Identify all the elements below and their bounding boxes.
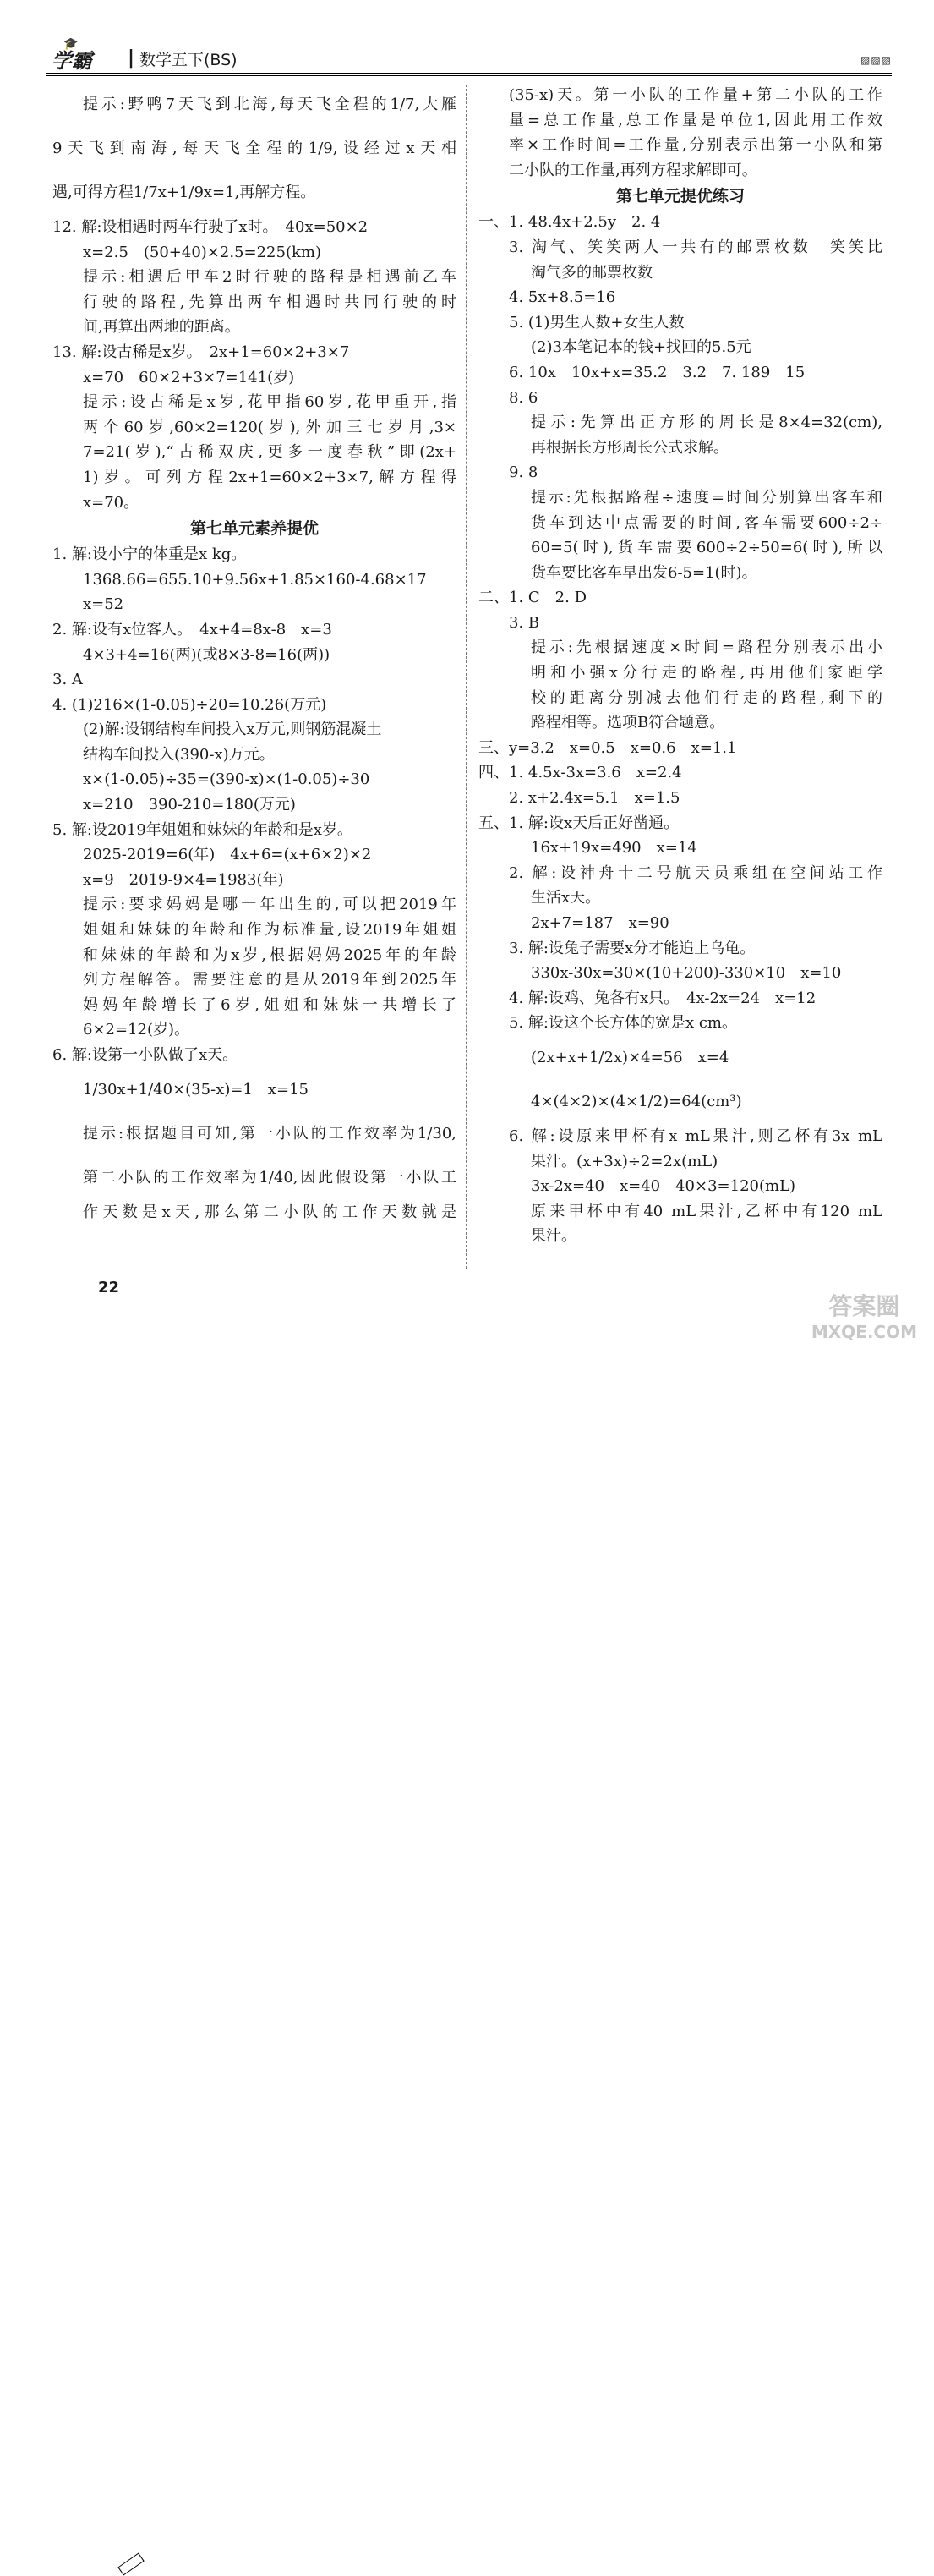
text-line: 9天飞到南海,每天飞全程的1/9,设经过x天相 (52, 140, 456, 157)
book-title: 数学五下(BS) (139, 51, 238, 69)
text-line: 4. (1)216×(1-0.05)÷20=10.26(万元) (52, 695, 327, 714)
text-line: 1368.66=655.10+9.56x+1.85×160-4.68×17 (83, 570, 427, 589)
section-heading: 第七单元提优练习 (615, 187, 745, 206)
text-line: 提示:相遇后甲车2时行驶的路程是相遇前乙车 (83, 268, 456, 287)
text-line: (2)解:设钢结构车间投入x万元,则钢筋混凝土 (83, 721, 382, 739)
text-line: 提示:先算出正方形的周长是8×4=32(cm), (531, 414, 882, 432)
text-line: 1. 解:设小宁的体重是x kg。 (52, 545, 247, 564)
text-line: 果汁。(x+3x)÷2=2x(mL) (531, 1152, 718, 1170)
text-line: x=2.5 (50+40)×2.5=225(km) (83, 243, 321, 261)
text-line: 遇,可得方程1/7x+1/9x=1,再解方程。 (52, 184, 316, 201)
page-header (46, 34, 892, 76)
text-line: 5. (1)男生人数+女生人数 (509, 313, 685, 332)
text-line: 率×工作时间=工作量,分别表示出第一小队和第 (509, 136, 882, 155)
text-line: 4×(4×2)×(4×1/2)=64(cm³) (531, 1092, 742, 1110)
text-line: 路程相等。选项B符合题意。 (531, 714, 725, 732)
text-line: 作天数是x天,那么第二小队的工作天数就是 (83, 1203, 456, 1221)
text-line: 3. 淘气、笑笑两人一共有的邮票枚数 笑笑比 (509, 238, 882, 256)
text-line: (2)3本笔记本的钱+找回的5.5元 (531, 338, 751, 357)
text-line: x=70 60×2+3×7=141(岁) (83, 368, 295, 386)
text-line: 12. 解:设相遇时两车行驶了x时。 40x=50×2 (52, 218, 369, 236)
text-line: 结构车间投入(390-x)万元。 (83, 745, 275, 764)
text-line: 2025-2019=6(年) 4x+6=(x+6×2)×2 (83, 846, 372, 864)
text-line: 4. 5x+8.5=16 (509, 288, 616, 307)
text-line: 3. B (509, 613, 540, 632)
text-line: 6×2=12(岁)。 (83, 1021, 190, 1039)
header-separator: | (128, 47, 135, 69)
column-divider (466, 85, 467, 1269)
text-line: x=70。 (83, 493, 139, 512)
text-line: 第二小队的工作效率为1/40,因此假设第一小队工 (83, 1168, 456, 1187)
text-line: 提示:要求妈妈是哪一年出生的,可以把2019年 (83, 896, 456, 914)
text-line: 明和小强x分行走的路程,再用他们家距学 (531, 664, 882, 682)
text-line: 淘气多的邮票枚数 (531, 263, 653, 282)
text-line: 校的距离分别减去他们行走的路程,剩下的 (531, 688, 882, 707)
text-line: 一、1. 48.4x+2.5y 2. 4 (478, 213, 661, 232)
text-line: 提示:野鸭7天飞到北海,每天飞全程的1/7,大雁 (83, 96, 456, 113)
text-line: 间,再算出两地的距离。 (83, 318, 240, 337)
text-line: 2. 解:设神舟十二号航天员乘组在空间站工作 (509, 863, 882, 882)
text-line: 60=5(时),货车需要600÷2÷50=6(时),所以 (531, 539, 882, 557)
text-line: 四、1. 4.5x-3x=3.6 x=2.4 (478, 764, 682, 782)
text-line: 提示:先根据速度×时间=路程分别表示出小 (531, 639, 882, 657)
section-heading: 第七单元素养提优 (189, 519, 319, 539)
text-line: 6. 解:设原来甲杯有x mL果汁,则乙杯有3x mL (509, 1126, 882, 1145)
text-line: 提示:根据题目可知,第一小队的工作效率为1/30, (83, 1124, 456, 1143)
text-line: 1/30x+1/40×(35-x)=1 x=15 (83, 1080, 309, 1099)
watermark-title: 答案圈 (828, 1292, 900, 1320)
watermark-url: MXQE.COM (811, 1322, 917, 1342)
text-line: (35-x)天。第一小队的工作量+第二小队的工作 (509, 86, 882, 104)
header-rule (46, 73, 892, 76)
text-line: 3x-2x=40 x=40 40×3=120(mL) (531, 1177, 796, 1196)
text-line: 生活x天。 (531, 889, 601, 907)
text-line: 二、1. C 2. D (478, 589, 587, 607)
right-column (478, 83, 882, 1249)
text-line: x=210 390-210=180(万元) (83, 796, 296, 814)
text-line: 5. 解:设2019年姐姐和妹妹的年龄和是x岁。 (52, 820, 352, 839)
text-line: 7=21(岁),“古稀双庆,更多一度春秋”即(2x+ (83, 443, 456, 462)
text-line: (2x+x+1/2x)×4=56 x=4 (531, 1048, 729, 1066)
text-line: 原来甲杯中有40 mL果汁,乙杯中有120 mL (531, 1202, 882, 1220)
brand-logo: 学霸 (52, 49, 92, 73)
text-line: 9. 8 (509, 463, 538, 482)
text-line: x=9 2019-9×4=1983(年) (83, 870, 284, 889)
text-line: 果汁。 (531, 1227, 576, 1246)
left-column (52, 83, 456, 1225)
text-line: 4×3+4=16(两)(或8×3-8=16(两)) (83, 645, 330, 664)
text-line: 5. 解:设这个长方体的宽是x cm。 (509, 1014, 737, 1033)
text-line: 3. 解:设兔子需要x分才能追上乌龟。 (509, 939, 756, 957)
text-line: 列方程解答。需要注意的是从2019年到2025年 (83, 971, 456, 989)
text-line: 三、y=3.2 x=0.5 x=0.6 x=1.1 (478, 738, 737, 757)
text-line: 6. 解:设第一小队做了x天。 (52, 1046, 238, 1064)
text-line: x=52 (83, 595, 124, 614)
text-line: 2. x+2.4x=5.1 x=1.5 (509, 789, 680, 808)
text-line: 3. A (52, 671, 83, 689)
text-line: 4. 解:设鸡、兔各有x只。 4x-2x=24 x=12 (509, 989, 817, 1007)
text-line: 二小队的工作量,再列方程求解即可。 (509, 161, 757, 179)
text-line: 行驶的路程,先算出两车相遇时共同行驶的时 (83, 293, 456, 311)
text-line: 13. 解:设古稀是x岁。 2x+1=60×2+3×7 (52, 343, 350, 361)
text-line: 妈妈年龄增长了6岁,姐姐和妹妹一共增长了 (83, 995, 456, 1014)
text-line: 五、1. 解:设x天后正好凿通。 (478, 814, 680, 832)
text-line: 2. 解:设有x位客人。 4x+4=8x-8 x=3 (52, 620, 332, 639)
header-decoration: ▨▨▨ (860, 54, 892, 66)
text-line: 1)岁。可列方程2x+1=60×2+3×7,解方程得 (83, 468, 456, 486)
graduation-cap-icon: 🎓 (63, 37, 79, 51)
text-line: 两个60岁,60×2=120(岁),外加三七岁月,3× (83, 418, 456, 436)
text-line: 量=总工作量,总工作量是单位1,因此用工作效 (509, 111, 882, 129)
text-line: 再根据长方形周长公式求解。 (531, 438, 729, 457)
text-line: 2x+7=187 x=90 (531, 914, 669, 932)
text-line: x×(1-0.05)÷35=(390-x)×(1-0.05)÷30 (83, 770, 370, 789)
text-line: 330x-30x=30×(10+200)-330×10 x=10 (531, 964, 842, 983)
text-line: 姐姐和妹妹的年龄和作为标准量,设2019年姐姐 (83, 921, 456, 940)
page-number: 22 (98, 1279, 120, 1296)
text-line: 提示:设古稀是x岁,花甲指60岁,花甲重开,指 (83, 393, 456, 412)
watermark (811, 1294, 917, 1345)
text-line: 提示:先根据路程÷速度=时间分别算出客车和 (531, 488, 882, 507)
text-line: 货车到达中点需要的时间,客车需要600÷2÷ (531, 513, 882, 532)
text-line: 货车要比客车早出发6-5=1(时)。 (531, 563, 757, 582)
text-line: 和妹妹的年龄和为x岁,根据妈妈2025年的年龄 (83, 945, 456, 964)
pencil-icon (117, 2552, 144, 2575)
text-line: 6. 10x 10x+x=35.2 3.2 7. 189 15 (509, 363, 806, 381)
text-line: 16x+19x=490 x=14 (531, 839, 697, 858)
text-line: 8. 6 (509, 388, 538, 407)
